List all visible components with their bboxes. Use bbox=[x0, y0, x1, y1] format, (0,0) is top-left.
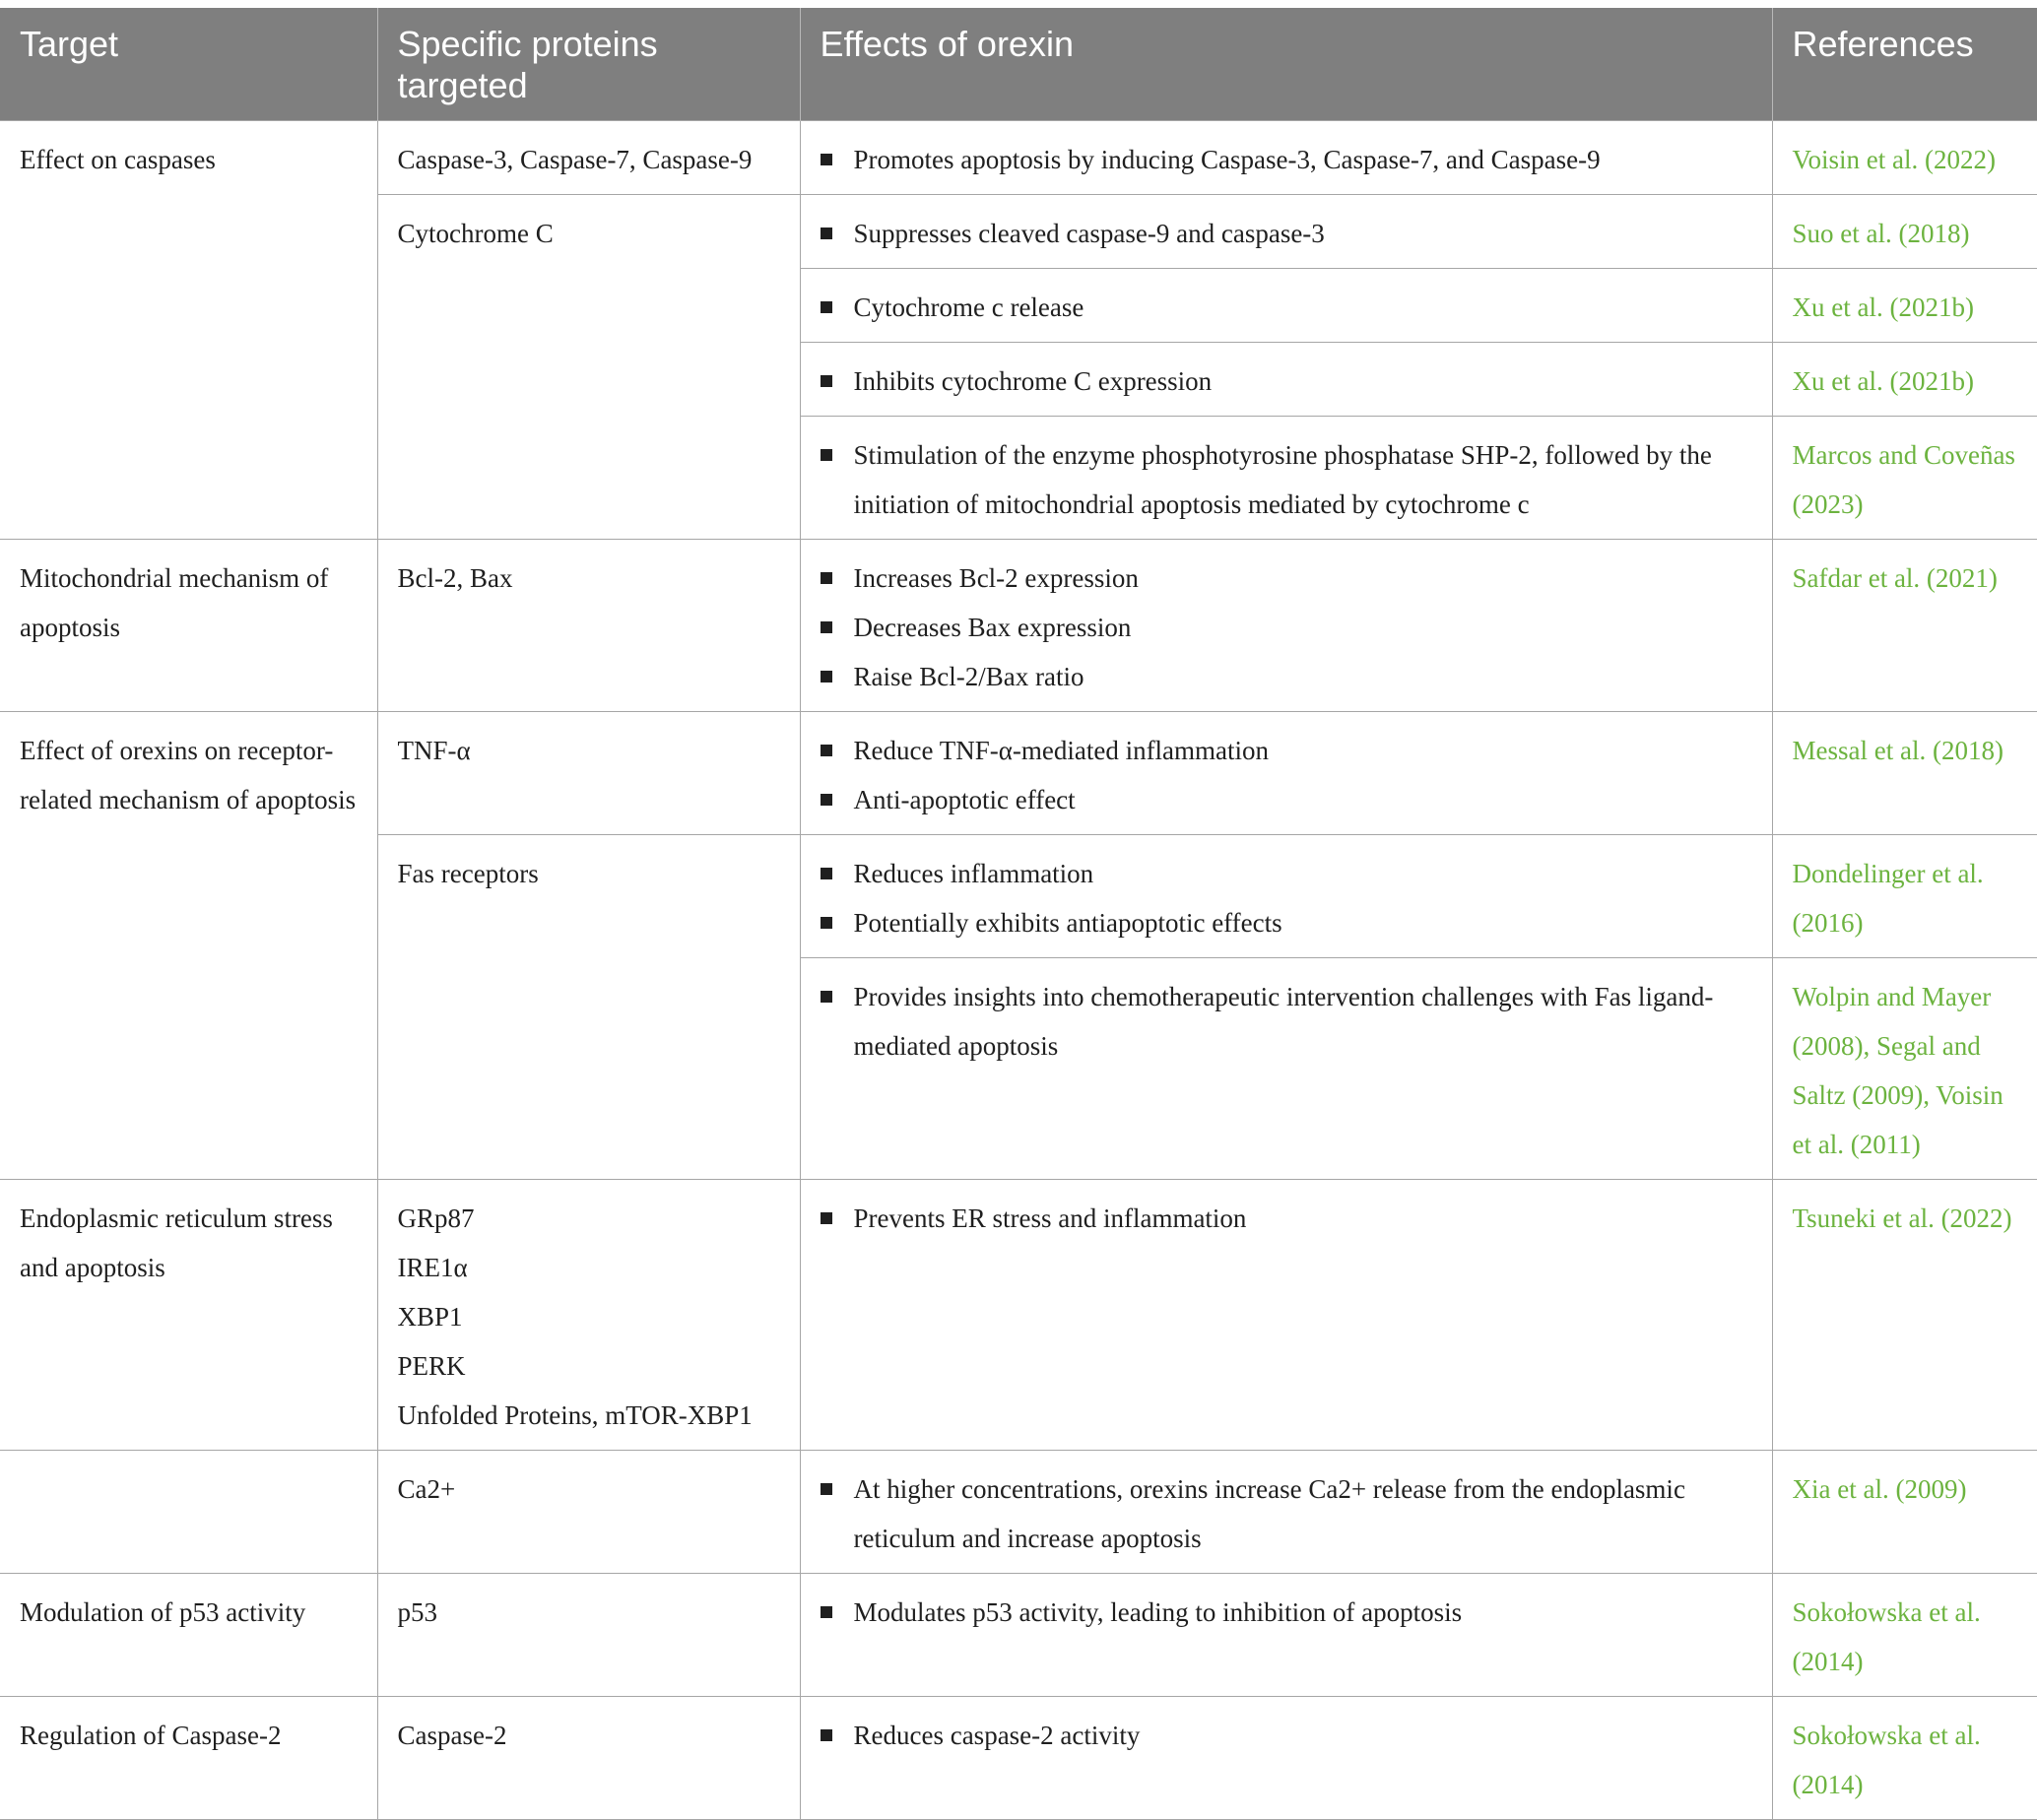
effect-text: Potentially exhibits antiapoptotic effects bbox=[853, 908, 1282, 938]
effects-cell bbox=[800, 1451, 1772, 1574]
bullet-square-icon bbox=[821, 868, 832, 879]
effects-cell bbox=[800, 343, 1772, 417]
effect-item bbox=[821, 652, 1752, 701]
reference-link[interactable]: Messal et al. (2018) bbox=[1772, 712, 2037, 835]
effects-cell bbox=[800, 712, 1772, 835]
effect-text: Inhibits cytochrome C expression bbox=[853, 366, 1213, 396]
proteins-cell: Bcl-2, Bax bbox=[377, 540, 800, 712]
reference-link[interactable]: Tsuneki et al. (2022) bbox=[1772, 1180, 2037, 1451]
reference-link[interactable]: Wolpin and Mayer (2008), Segal and Saltz (2009), Voisin et al. (2011) bbox=[1772, 958, 2037, 1180]
effect-item bbox=[821, 1194, 1752, 1243]
effects-cell bbox=[800, 195, 1772, 269]
effect-item bbox=[821, 553, 1752, 603]
protein-item: Unfolded Proteins, mTOR-XBP1 bbox=[397, 1400, 753, 1430]
effects-cell bbox=[800, 1574, 1772, 1697]
effects-cell bbox=[800, 958, 1772, 1180]
table-row bbox=[0, 121, 2037, 195]
effect-item bbox=[821, 603, 1752, 652]
reference-link[interactable]: Xu et al. (2021b) bbox=[1772, 343, 2037, 417]
effect-text: Stimulation of the enzyme phosphotyrosine phosphatase SHP-2, followed by the initiation of mitochondrial apoptosis mediated by cytochrome c bbox=[853, 440, 1712, 519]
effect-item bbox=[821, 135, 1752, 184]
reference-link[interactable]: Sokołowska et al. (2014) bbox=[1772, 1574, 2037, 1697]
effect-item bbox=[821, 1711, 1752, 1760]
proteins-cell: Caspase-2 bbox=[377, 1697, 800, 1820]
effect-item bbox=[821, 357, 1752, 406]
effect-item bbox=[821, 1588, 1752, 1637]
table-row bbox=[0, 540, 2037, 712]
bullet-square-icon bbox=[821, 1212, 832, 1224]
proteins-cell: p53 bbox=[377, 1574, 800, 1697]
effect-item bbox=[821, 775, 1752, 824]
table-row bbox=[0, 1574, 2037, 1697]
bullet-square-icon bbox=[821, 301, 832, 313]
effect-text: Increases Bcl-2 expression bbox=[853, 563, 1139, 593]
protein-item: XBP1 bbox=[397, 1302, 463, 1332]
bullet-square-icon bbox=[821, 621, 832, 633]
table-row bbox=[0, 1697, 2037, 1820]
orexin-apoptosis-table bbox=[0, 8, 2037, 1820]
effects-cell bbox=[800, 269, 1772, 343]
header-references: References bbox=[1772, 8, 2037, 121]
effect-text: Cytochrome c release bbox=[853, 292, 1084, 322]
effect-text: Modulates p53 activity, leading to inhibition of apoptosis bbox=[853, 1597, 1463, 1627]
effect-item bbox=[821, 430, 1752, 529]
bullet-square-icon bbox=[821, 794, 832, 806]
header-effects: Effects of orexin bbox=[800, 8, 1772, 121]
proteins-cell: Caspase-3, Caspase-7, Caspase-9 bbox=[377, 121, 800, 195]
proteins-cell bbox=[377, 1180, 800, 1451]
effect-text: Decreases Bax expression bbox=[853, 613, 1132, 642]
table-header bbox=[0, 8, 2037, 121]
bullet-square-icon bbox=[821, 1729, 832, 1741]
bullet-square-icon bbox=[821, 375, 832, 387]
target-cell: Regulation of Caspase-2 bbox=[0, 1697, 377, 1820]
bullet-square-icon bbox=[821, 154, 832, 165]
effect-item bbox=[821, 283, 1752, 332]
effect-text: Raise Bcl-2/Bax ratio bbox=[853, 662, 1084, 691]
effect-text: At higher concentrations, orexins increase Ca2+ release from the endoplasmic reticulum and increase apoptosis bbox=[853, 1474, 1685, 1553]
effect-text: Reduces inflammation bbox=[853, 859, 1094, 888]
target-cell bbox=[0, 1451, 377, 1574]
bullet-square-icon bbox=[821, 991, 832, 1003]
protein-item: IRE1α bbox=[397, 1253, 468, 1282]
protein-item: GRp87 bbox=[397, 1203, 475, 1233]
effects-cell bbox=[800, 540, 1772, 712]
target-cell: Modulation of p53 activity bbox=[0, 1574, 377, 1697]
table-row bbox=[0, 1180, 2037, 1451]
bullet-square-icon bbox=[821, 917, 832, 929]
proteins-cell: Fas receptors bbox=[377, 835, 800, 1180]
effects-cell bbox=[800, 417, 1772, 540]
target-cell: Mitochondrial mechanism of apoptosis bbox=[0, 540, 377, 712]
effect-text: Provides insights into chemotherapeutic intervention challenges with Fas ligand-mediated apoptosis bbox=[853, 982, 1714, 1061]
table-body bbox=[0, 121, 2037, 1820]
effects-cell bbox=[800, 835, 1772, 958]
bullet-square-icon bbox=[821, 572, 832, 584]
bullet-square-icon bbox=[821, 228, 832, 239]
effect-text: Anti-apoptotic effect bbox=[853, 785, 1076, 814]
effect-item bbox=[821, 1464, 1752, 1563]
effects-cell bbox=[800, 1697, 1772, 1820]
proteins-cell: TNF-α bbox=[377, 712, 800, 835]
bullet-square-icon bbox=[821, 671, 832, 682]
effect-item bbox=[821, 898, 1752, 947]
effect-text: Reduce TNF-α-mediated inflammation bbox=[853, 736, 1270, 765]
effect-item bbox=[821, 972, 1752, 1071]
effect-text: Promotes apoptosis by inducing Caspase-3, Caspase-7, and Caspase-9 bbox=[853, 145, 1601, 174]
header-row bbox=[0, 8, 2037, 121]
proteins-cell: Ca2+ bbox=[377, 1451, 800, 1574]
header-target: Target bbox=[0, 8, 377, 121]
reference-link[interactable]: Sokołowska et al. (2014) bbox=[1772, 1697, 2037, 1820]
target-cell: Endoplasmic reticulum stress and apoptosis bbox=[0, 1180, 377, 1451]
table-container bbox=[0, 8, 2037, 1820]
reference-link[interactable]: Xu et al. (2021b) bbox=[1772, 269, 2037, 343]
reference-link[interactable]: Voisin et al. (2022) bbox=[1772, 121, 2037, 195]
effect-text: Suppresses cleaved caspase-9 and caspase-3 bbox=[853, 219, 1325, 248]
reference-link[interactable]: Dondelinger et al. (2016) bbox=[1772, 835, 2037, 958]
effect-item bbox=[821, 726, 1752, 775]
proteins-cell: Cytochrome C bbox=[377, 195, 800, 540]
target-cell: Effect of orexins on receptor-related mechanism of apoptosis bbox=[0, 712, 377, 1180]
header-proteins: Specific proteins targeted bbox=[377, 8, 800, 121]
table-row bbox=[0, 1451, 2037, 1574]
reference-link[interactable]: Marcos and Coveñas (2023) bbox=[1772, 417, 2037, 540]
target-cell: Effect on caspases bbox=[0, 121, 377, 540]
bullet-square-icon bbox=[821, 449, 832, 461]
reference-link[interactable]: Safdar et al. (2021) bbox=[1772, 540, 2037, 712]
reference-link[interactable]: Xia et al. (2009) bbox=[1772, 1451, 2037, 1574]
effects-cell bbox=[800, 1180, 1772, 1451]
effect-item bbox=[821, 209, 1752, 258]
bullet-square-icon bbox=[821, 1483, 832, 1495]
effect-text: Reduces caspase-2 activity bbox=[853, 1721, 1141, 1750]
bullet-square-icon bbox=[821, 1606, 832, 1618]
protein-item: PERK bbox=[397, 1351, 466, 1381]
effects-cell bbox=[800, 121, 1772, 195]
reference-link[interactable]: Suo et al. (2018) bbox=[1772, 195, 2037, 269]
bullet-square-icon bbox=[821, 745, 832, 756]
effect-item bbox=[821, 849, 1752, 898]
table-row bbox=[0, 712, 2037, 835]
effect-text: Prevents ER stress and inflammation bbox=[853, 1203, 1247, 1233]
